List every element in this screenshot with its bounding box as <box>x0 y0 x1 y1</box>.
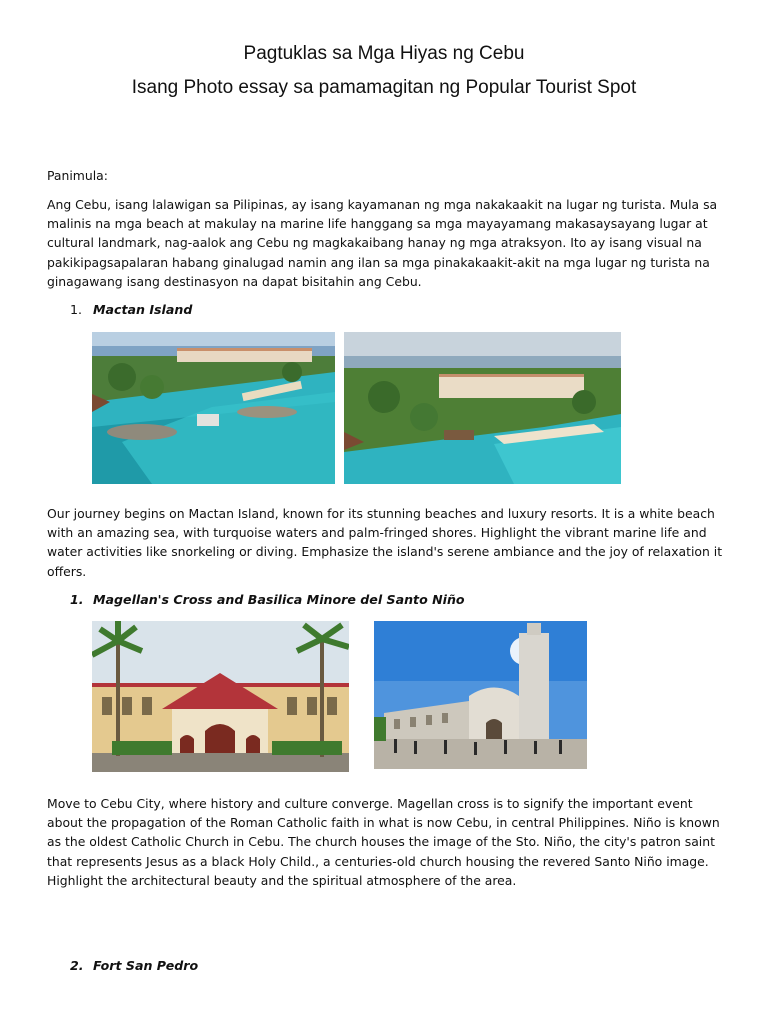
section-number: 1. <box>70 592 84 607</box>
section-title: Magellan's Cross and Basilica Minore del Santo Niño <box>93 592 465 607</box>
section-title: Fort San Pedro <box>93 958 199 973</box>
section-heading-magellan <box>70 592 465 607</box>
intro-paragraph: Ang Cebu, isang lalawigan sa Pilipinas, ay isang kayamanan ng mga nakakaakit na lugar ng turista. Mula sa malinis na mga beach at makulay na marine life hanggang sa mga mayayamang makasaysayang lugar at cultural landmark, nag-aalok ang Cebu ng magkakaibang hanay ng mga atraksyon. Ito ay isang visual na pakikipagsapalaran habang ginalugad namin ang ilan sa mga pinakakaakit-akit na mga lugar ng turista na ginagawang isang destinasyon na dapat bisitahin ang Cebu. <box>47 197 718 289</box>
section-number: 1. <box>70 302 83 317</box>
intro-label: Panimula: <box>47 168 108 183</box>
section-title: Mactan Island <box>93 302 193 317</box>
mactan-resort-photo-2 <box>344 332 621 484</box>
document-subtitle: Isang Photo essay sa pamamagitan ng Popular Tourist Spot <box>131 77 637 98</box>
magellans-cross-photo <box>92 621 349 772</box>
magellan-paragraph: Move to Cebu City, where history and culture converge. Magellan cross is to signify the important event about the propagation of the Roman Catholic faith in what is now Cebu, in central Philippines. Niño is known as the oldest Catholic Church in Cebu. The church houses the image of the Sto. Niño, the city's patron saint that represents Jesus as a black Holy Child., a centuries-old church housing the revered Santo Niño image. Highlight the architectural beauty and the spiritual atmosphere of the area. <box>47 796 720 888</box>
mactan-paragraph: Our journey begins on Mactan Island, known for its stunning beaches and luxury resorts. It is a white beach with an amazing sea, with turquoise waters and palm-fringed shores. Highlight the vibrant marine life and water activities like snorkeling or diving. Emphasize the island's serene ambiance and the joy of relaxation it offers. <box>47 506 723 579</box>
mactan-resort-photo-1 <box>92 332 335 484</box>
basilica-santo-nino-photo <box>374 621 587 769</box>
section-heading-mactan <box>70 302 192 317</box>
section-heading-fort-san-pedro <box>70 958 198 973</box>
section-number: 2. <box>70 958 84 973</box>
document-title: Pagtuklas sa Mga Hiyas ng Cebu <box>243 43 525 64</box>
